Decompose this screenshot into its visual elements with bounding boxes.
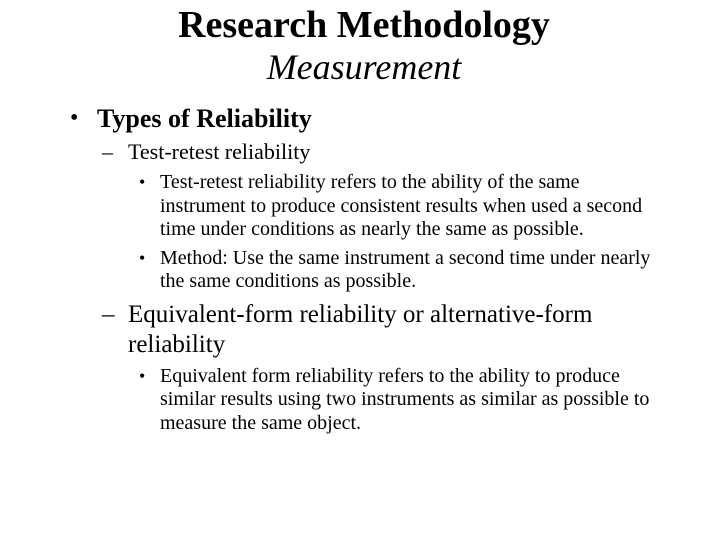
section-heading-text: Test-retest reliability (128, 139, 311, 164)
bullet-marker: • (70, 105, 79, 131)
section-point-text: Method: Use the same instrument a second time under nearly the same conditions as possible. (160, 246, 651, 292)
slide-title-block (0, 6, 728, 86)
slide-title: Research Methodology (178, 4, 550, 46)
slide-subtitle: Measurement (266, 46, 462, 87)
section-point-text: Test-retest reliability refers to the ability of the same instrument to produce consistent results when used a second time under conditions as nearly the same as possible. (160, 171, 643, 240)
section-heading-test-retest (0, 138, 728, 166)
section-point-text: Equivalent form reliability refers to the ability to produce similar results using two instruments as similar as possible to measure the same object. (160, 364, 650, 434)
section-point (0, 365, 728, 436)
dash-marker: – (102, 300, 115, 328)
section-heading-text: Equivalent-form reliability or alternative-form reliability (128, 300, 593, 358)
section-point (0, 171, 728, 242)
slide-content (0, 103, 728, 435)
bullet-marker: • (139, 172, 146, 192)
main-bullet (0, 103, 728, 135)
section-point (0, 247, 728, 294)
dash-marker: – (102, 139, 113, 164)
bullet-marker: • (139, 247, 146, 268)
section-heading-equivalent-form (0, 300, 728, 360)
main-bullet-text: Types of Reliability (97, 104, 312, 133)
bullet-marker: • (139, 365, 146, 386)
